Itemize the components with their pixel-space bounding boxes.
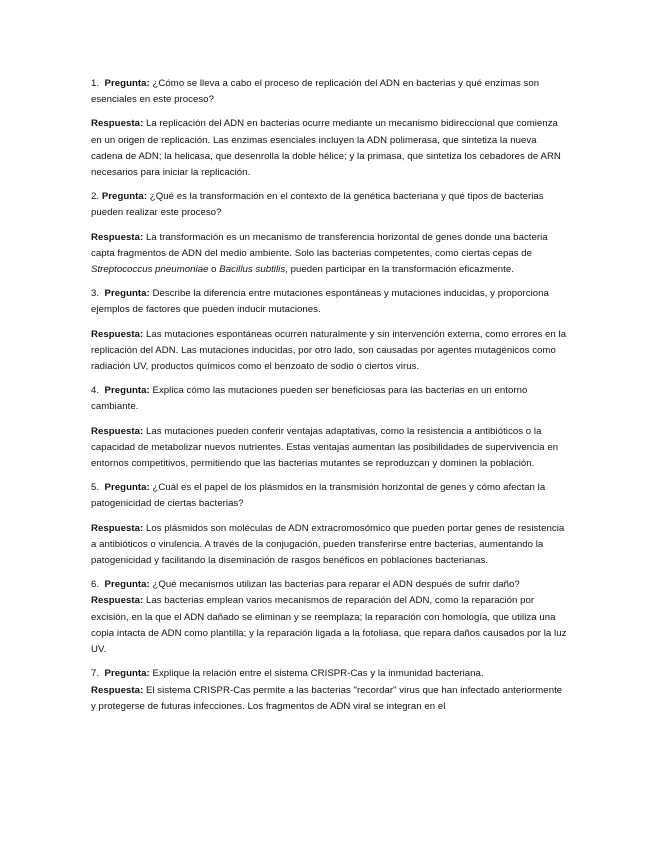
question-number: 5. bbox=[91, 482, 100, 494]
answer-text-part-3: , pueden participar en la transformación eficazmente. bbox=[285, 264, 514, 276]
question-label: Pregunta bbox=[104, 385, 147, 397]
question-label: Pregunta bbox=[104, 668, 147, 680]
answer-text: Las mutaciones espontáneas ocurren naturalmente y sin intervención externa, como errores en la replicación del ADN. Las mutaciones inducidas, por otro lado, son causadas por agentes mutagénicos como radiación UV, productos químicos como el benzoato de sodio o ciertos virus. bbox=[91, 328, 567, 373]
question-number: 3. bbox=[91, 288, 100, 300]
question-1: 1. Pregunta: ¿Cómo se lleva a cabo el proceso de replicación del ADN en bacterias y qué enzimas son esenciales en este proceso? bbox=[91, 78, 540, 106]
question-number: 6. bbox=[91, 579, 100, 591]
question-text: ¿Cuál es el papel de los plásmidos en la transmisión horizontal de genes y cómo afectan la patogenicidad de ciertas bacterias? bbox=[91, 482, 546, 510]
question-label: Pregunta bbox=[104, 78, 147, 89]
answer-text-part-2: o bbox=[208, 264, 220, 276]
answer-label: Respuesta bbox=[91, 425, 140, 437]
question-3: 3. Pregunta: Describe la diferencia entre mutaciones espontáneas y mutaciones inducidas, y proporciona ejemplos de factores que pueden inducir mutaciones. bbox=[91, 288, 549, 316]
question-text: ¿Qué mecanismos utilizan las bacterias para reparar el ADN después de sufrir daño? bbox=[152, 579, 520, 591]
answer-text: Los plásmidos son moléculas de ADN extracromosómico que pueden portar genes de resistencia a antibióticos o virulencia. A través de la conjugación, pueden transferirse entre bacterias, aumentando la patogenicidad y facilitando la diseminación de rasgos benéficos en poblaciones bacterianas. bbox=[91, 522, 565, 567]
answer-text: El sistema CRISPR-Cas permite a las bacterias "recordar" virus que han infectado anteriormente y protegerse de futuras infecciones. Los fragmentos de ADN viral se integran en el bbox=[91, 684, 563, 712]
answer-4: Respuesta: Las mutaciones pueden conferir ventajas adaptativas, como la resistencia a antibióticos o la capacidad de metabolizar nuevos nutrientes. Estas ventajas aumentan las posibilidades de supervivencia en entornos competitivos, permitiendo que las bacterias mutantes se reproduzcan y dominen la población. bbox=[91, 425, 559, 470]
question-5: 5. Pregunta: ¿Cuál es el papel de los plásmidos en la transmisión horizontal de genes y cómo afectan la patogenicidad de ciertas bacterias? bbox=[91, 482, 546, 510]
answer-text: La replicación del ADN en bacterias ocurre mediante un mecanismo bidireccional que comienza en un origen de replicación. Las enzimas esenciales incluyen la ADN polimerasa, que sintetiza la nueva cadena de ADN; la helicasa, que desenrolla la doble hélice; y la primasa, que sintetiza los cebadores de ARN necesarios para iniciar la replicación. bbox=[91, 118, 561, 179]
question-number: 1. bbox=[91, 78, 100, 89]
species-name-2: Bacillus subtilis bbox=[219, 264, 286, 276]
question-text: Describe la diferencia entre mutaciones espontáneas y mutaciones inducidas, y proporciona ejemplos de factores que pueden inducir mutaciones. bbox=[91, 288, 549, 316]
question-text: ¿Qué es la transformación en el contexto de la genética bacteriana y qué tipos de bacterias pueden realizar este proceso? bbox=[91, 191, 544, 219]
answer-3: Respuesta: Las mutaciones espontáneas ocurren naturalmente y sin intervención externa, como errores en la replicación del ADN. Las mutaciones inducidas, por otro lado, son causadas por agentes mutagénicos como radiación UV, productos químicos como el benzoato de sodio o ciertos virus. bbox=[91, 328, 567, 373]
answer-text: Las bacterias emplean varios mecanismos de reparación del ADN, como la reparación por excisión, en la que el ADN dañado se eliminan y se reemplaza; la reparación con homología, que utiliza una copia intacta de ADN como plantilla; y la reparación ligada a la fotoliasa, que repara daños causados por la luz UV. bbox=[91, 595, 567, 656]
answer-label: Respuesta bbox=[91, 231, 140, 243]
answer-label: Respuesta bbox=[91, 684, 140, 696]
answer-label: Respuesta bbox=[91, 522, 140, 534]
question-number: 7. bbox=[91, 668, 100, 680]
answer-5: Respuesta: Los plásmidos son moléculas de ADN extracromosómico que pueden portar genes de resistencia a antibióticos o virulencia. A través de la conjugación, pueden transferirse entre bacterias, aumentando la patogenicidad y facilitando la diseminación de rasgos benéficos en poblaciones bacterianas. bbox=[91, 522, 565, 567]
question-6: 6. Pregunta: ¿Qué mecanismos utilizan las bacterias para reparar el ADN después de sufrir daño? bbox=[91, 579, 520, 591]
question-text: ¿Cómo se lleva a cabo el proceso de replicación del ADN en bacterias y qué enzimas son esenciales en este proceso? bbox=[91, 78, 540, 106]
answer-2: Respuesta: La transformación es un mecanismo de transferencia horizontal de genes donde una bacteria capta fragmentos de ADN del medio ambiente. Solo las bacterias competentes, como ciertas cepas de Streptococcus pneumoniae o Bacillus subtilis, pueden participar en la transformación eficazmente. bbox=[91, 231, 548, 276]
answer-text-part-1: La transformación es un mecanismo de transferencia horizontal de genes donde una bacteria capta fragmentos de ADN del medio ambiente. Solo las bacterias competentes, como ciertas cepas de bbox=[91, 231, 548, 259]
answer-label: Respuesta bbox=[91, 328, 140, 340]
question-2: 2. Pregunta: ¿Qué es la transformación en el contexto de la genética bacteriana y qué tipos de bacterias pueden realizar este proceso? bbox=[91, 191, 544, 219]
answer-label: Respuesta bbox=[91, 118, 140, 130]
question-text: Explica cómo las mutaciones pueden ser beneficiosas para las bacterias en un entorno cambiante. bbox=[91, 385, 528, 413]
answer-label: Respuesta bbox=[91, 595, 140, 607]
question-label: Pregunta bbox=[101, 191, 144, 203]
question-number: 4. bbox=[91, 385, 100, 397]
question-text: Explique la relación entre el sistema CRISPR-Cas y la inmunidad bacteriana. bbox=[152, 668, 484, 680]
species-name-1: Streptococcus pneumoniae bbox=[91, 264, 209, 276]
answer-7: Respuesta: El sistema CRISPR-Cas permite a las bacterias "recordar" virus que han infectado anteriormente y protegerse de futuras infecciones. Los fragmentos de ADN viral se integran en el bbox=[91, 684, 563, 712]
question-number: 2. bbox=[91, 191, 100, 203]
question-label: Pregunta bbox=[104, 482, 147, 494]
answer-text: Las mutaciones pueden conferir ventajas adaptativas, como la resistencia a antibióticos o la capacidad de metabolizar nuevos nutrientes. Estas ventajas aumentan las posibilidades de supervivencia en entornos competitivos, permitiendo que las bacterias mutantes se reproduzcan y dominen la población. bbox=[91, 425, 559, 470]
question-label: Pregunta bbox=[104, 288, 147, 300]
question-7: 7. Pregunta: Explique la relación entre el sistema CRISPR-Cas y la inmunidad bacteriana. bbox=[91, 668, 484, 680]
answer-6: Respuesta: Las bacterias emplean varios mecanismos de reparación del ADN, como la reparación por excisión, en la que el ADN dañado se eliminan y se reemplaza; la reparación con homología, que utiliza una copia intacta de ADN como plantilla; y la reparación ligada a la fotoliasa, que repara daños causados por la luz UV. bbox=[91, 595, 567, 656]
answer-1: Respuesta: La replicación del ADN en bacterias ocurre mediante un mecanismo bidireccional que comienza en un origen de replicación. Las enzimas esenciales incluyen la ADN polimerasa, que sintetiza la nueva cadena de ADN; la helicasa, que desenrolla la doble hélice; y la primasa, que sintetiza los cebadores de ARN necesarios para iniciar la replicación. bbox=[91, 118, 561, 179]
question-4: 4. Pregunta: Explica cómo las mutaciones pueden ser beneficiosas para las bacterias en un entorno cambiante. bbox=[91, 385, 528, 413]
question-label: Pregunta bbox=[104, 579, 147, 591]
